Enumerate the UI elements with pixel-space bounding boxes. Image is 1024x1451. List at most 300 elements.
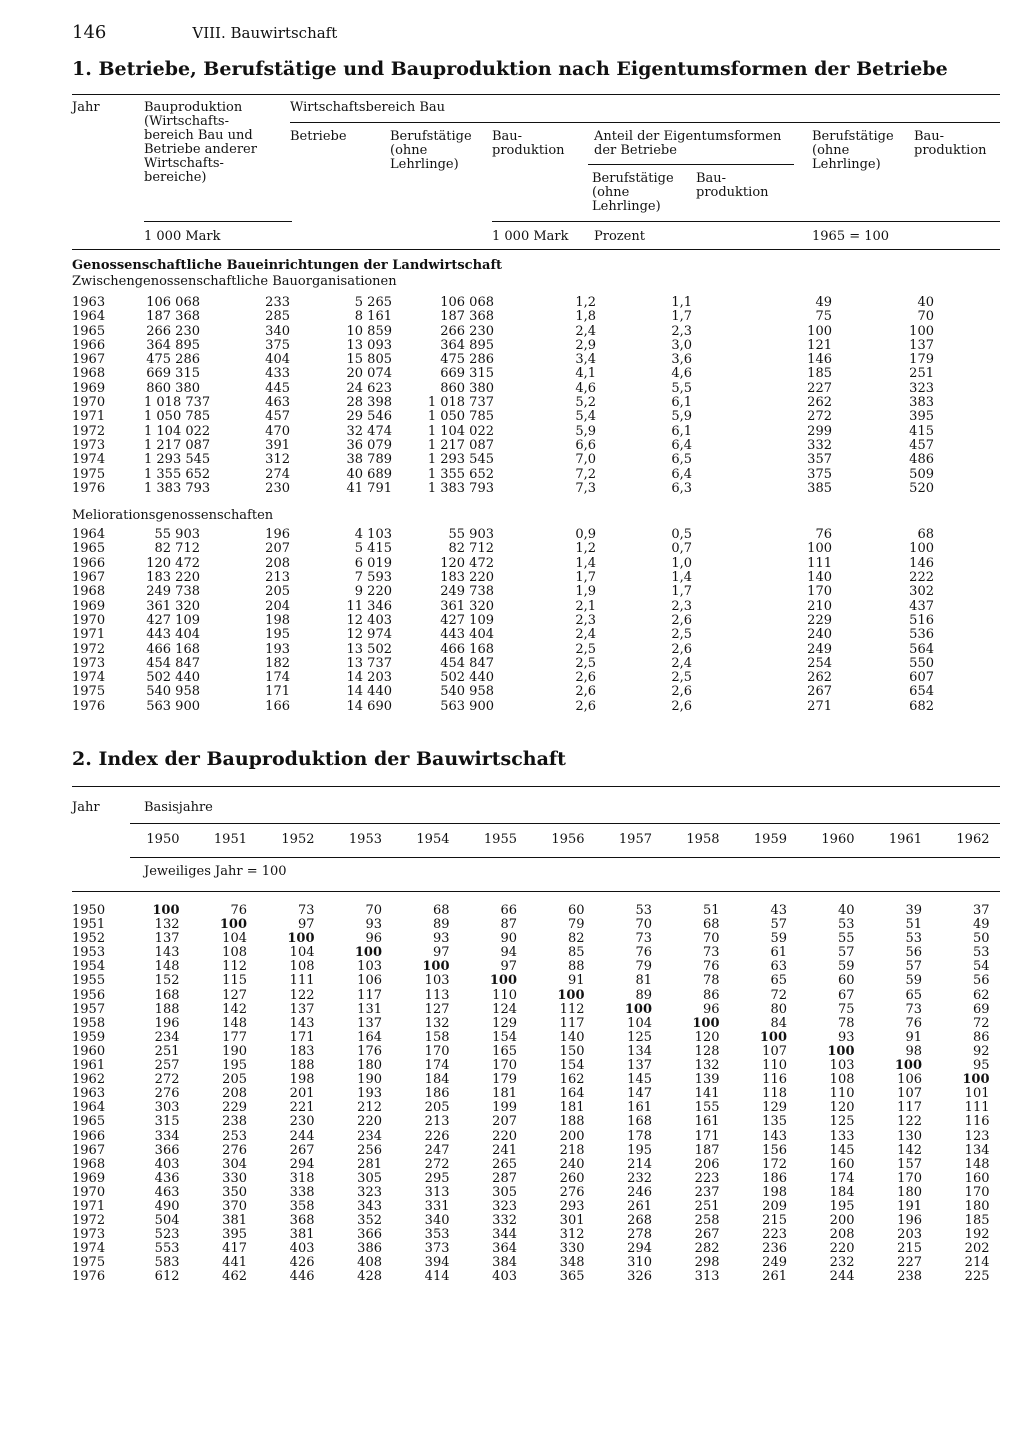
value-cell: 198 <box>265 612 290 628</box>
index-cell: 192 <box>964 1227 990 1243</box>
t2-row <box>72 960 990 974</box>
value-cell: 121 <box>807 337 832 353</box>
index-cell: 276 <box>154 1086 180 1102</box>
year-cell: 1973 <box>72 655 106 671</box>
index-cell: 247 <box>424 1142 450 1158</box>
year-cell: 1973 <box>72 437 106 453</box>
index-cell: 553 <box>154 1241 180 1257</box>
year-cell: 1965 <box>72 323 106 339</box>
index-cell: 174 <box>424 1058 450 1074</box>
year-cell: 1965 <box>72 541 106 557</box>
value-cell: 5,2 <box>575 395 596 411</box>
year-cell: 1972 <box>72 1213 106 1229</box>
value-cell: 1 050 785 <box>427 409 494 425</box>
index-cell: 232 <box>627 1170 652 1186</box>
year-cell: 1975 <box>72 684 106 700</box>
value-cell: 443 404 <box>146 627 200 643</box>
index-cell: 122 <box>897 1114 922 1130</box>
value-cell: 312 <box>265 452 290 468</box>
value-cell: 6 019 <box>354 555 392 571</box>
index-cell: 181 <box>559 1100 585 1116</box>
value-cell: 0,7 <box>671 541 692 557</box>
t2-base-year: 1959 <box>753 832 787 848</box>
value-cell: 171 <box>265 684 290 700</box>
index-cell: 246 <box>627 1184 652 1200</box>
running-header <box>72 22 1000 46</box>
value-cell: 13 502 <box>346 641 392 657</box>
value-cell: 2,4 <box>575 323 596 339</box>
index-cell: 134 <box>964 1142 990 1158</box>
value-cell: 2,4 <box>671 655 692 671</box>
index-cell: 161 <box>627 1100 652 1116</box>
value-cell: 415 <box>909 423 934 439</box>
year-cell: 1963 <box>72 1086 106 1102</box>
index-cell: 66 <box>500 903 517 919</box>
t2-col-jahr: Jahr <box>72 800 100 816</box>
value-cell: 375 <box>807 466 832 482</box>
value-cell: 14 690 <box>346 698 392 714</box>
index-cell: 123 <box>964 1128 990 1144</box>
index-cell: 143 <box>762 1128 787 1144</box>
year-cell: 1975 <box>72 1255 106 1271</box>
index-cell: 110 <box>762 1058 787 1074</box>
t1-section1-row <box>72 339 934 353</box>
index-cell: 142 <box>222 1001 247 1017</box>
index-cell: 238 <box>222 1114 247 1130</box>
index-cell: 141 <box>694 1086 720 1102</box>
index-cell: 140 <box>559 1029 585 1045</box>
t2-base-year: 1958 <box>686 832 720 848</box>
index-cell: 59 <box>770 931 787 947</box>
value-cell: 7 593 <box>354 570 392 586</box>
t2-row <box>72 1045 990 1059</box>
value-cell: 475 286 <box>440 352 494 368</box>
index-cell: 171 <box>289 1029 315 1045</box>
index-cell: 191 <box>897 1198 922 1214</box>
value-cell: 2,6 <box>671 698 692 714</box>
index-cell: 209 <box>762 1198 787 1214</box>
index-cell: 100 <box>219 917 247 933</box>
index-cell: 53 <box>972 945 990 961</box>
index-cell: 100 <box>287 931 315 947</box>
t2-base-year: 1960 <box>821 832 855 848</box>
value-cell: 49 <box>815 295 832 310</box>
index-cell: 57 <box>837 945 855 961</box>
year-cell: 1963 <box>72 295 106 310</box>
index-cell: 111 <box>964 1100 990 1116</box>
t2-row <box>72 1115 990 1129</box>
value-cell: 3,0 <box>671 337 692 353</box>
value-cell: 15 805 <box>346 352 392 368</box>
value-cell: 1 293 545 <box>144 452 211 468</box>
index-cell: 165 <box>492 1043 517 1059</box>
value-cell: 1 217 087 <box>427 437 494 453</box>
value-cell: 1,7 <box>671 309 692 325</box>
value-cell: 267 <box>807 684 832 700</box>
t1-section2-row <box>72 557 934 571</box>
value-cell: 195 <box>265 627 290 643</box>
value-cell: 68 <box>917 527 934 543</box>
t1-section2-row <box>72 600 934 614</box>
value-cell: 361 320 <box>146 598 200 614</box>
t1-section1-row <box>72 367 934 381</box>
value-cell: 174 <box>265 670 290 686</box>
t2-row <box>72 1059 990 1073</box>
value-cell: 76 <box>815 527 832 543</box>
index-cell: 261 <box>627 1198 652 1214</box>
index-cell: 340 <box>424 1213 450 1229</box>
value-cell: 2,5 <box>671 670 692 686</box>
value-cell: 6,4 <box>671 466 692 482</box>
value-cell: 100 <box>909 541 934 557</box>
index-cell: 272 <box>154 1072 180 1088</box>
index-cell: 65 <box>770 973 787 989</box>
value-cell: 564 <box>909 641 934 657</box>
value-cell: 0,9 <box>575 527 596 543</box>
index-cell: 370 <box>222 1198 247 1214</box>
index-cell: 80 <box>770 1001 787 1017</box>
value-cell: 193 <box>265 641 290 657</box>
index-cell: 523 <box>154 1227 180 1243</box>
index-cell: 100 <box>489 973 517 989</box>
index-cell: 403 <box>289 1241 315 1257</box>
t1-unit-index: 1965 = 100 <box>812 229 890 244</box>
value-cell: 654 <box>909 684 934 700</box>
index-cell: 43 <box>770 903 787 919</box>
index-cell: 100 <box>152 903 180 919</box>
value-cell: 2,3 <box>575 612 596 628</box>
index-cell: 229 <box>222 1100 247 1116</box>
year-cell: 1957 <box>72 1001 106 1017</box>
index-cell: 97 <box>500 959 517 975</box>
index-cell: 78 <box>837 1015 855 1031</box>
index-cell: 73 <box>905 1001 922 1017</box>
index-cell: 120 <box>694 1029 720 1045</box>
index-cell: 463 <box>154 1184 180 1200</box>
index-cell: 76 <box>635 945 652 961</box>
index-cell: 294 <box>289 1156 315 1172</box>
t2-base-year: 1952 <box>281 832 315 848</box>
index-cell: 186 <box>424 1086 450 1102</box>
index-cell: 176 <box>357 1043 382 1059</box>
t1-section2-row <box>72 700 934 714</box>
t1-section2-row <box>72 571 934 585</box>
value-cell: 254 <box>807 655 832 671</box>
value-cell: 7,0 <box>575 452 596 468</box>
index-cell: 268 <box>627 1213 652 1229</box>
index-cell: 72 <box>972 1015 990 1031</box>
value-cell: 1 383 793 <box>144 480 211 496</box>
t1-section1-row <box>72 325 934 339</box>
t1-section1-row <box>72 425 934 439</box>
index-cell: 129 <box>762 1100 787 1116</box>
year-cell: 1964 <box>72 527 106 543</box>
index-cell: 218 <box>559 1142 585 1158</box>
value-cell: 2,6 <box>575 684 596 700</box>
value-cell: 249 <box>807 641 832 657</box>
value-cell: 0,5 <box>671 527 692 543</box>
index-cell: 207 <box>492 1114 517 1130</box>
year-cell: 1962 <box>72 1072 106 1088</box>
index-cell: 301 <box>559 1213 585 1229</box>
value-cell: 229 <box>807 612 832 628</box>
value-cell: 1,0 <box>671 555 692 571</box>
t1-col-betriebe: Betriebe <box>290 129 347 144</box>
index-cell: 358 <box>289 1198 315 1214</box>
value-cell: 6,1 <box>671 395 692 411</box>
index-cell: 366 <box>357 1227 382 1243</box>
index-cell: 226 <box>424 1128 450 1144</box>
index-cell: 232 <box>829 1255 855 1271</box>
index-cell: 103 <box>357 959 382 975</box>
year-cell: 1975 <box>72 466 106 482</box>
value-cell: 5 265 <box>354 295 392 310</box>
value-cell: 182 <box>265 655 290 671</box>
value-cell: 2,4 <box>575 627 596 643</box>
t1-section2-table <box>72 528 934 714</box>
index-cell: 180 <box>357 1058 382 1074</box>
value-cell: 106 068 <box>146 295 200 310</box>
index-cell: 215 <box>762 1213 787 1229</box>
index-cell: 116 <box>964 1114 990 1130</box>
index-cell: 49 <box>972 917 990 933</box>
t1-section1-row <box>72 296 934 310</box>
year-cell: 1964 <box>72 1100 106 1116</box>
t1-col-berufstaetige: Berufstätige (ohne Lehrlinge) <box>390 129 472 172</box>
index-cell: 127 <box>424 1001 450 1017</box>
index-cell: 100 <box>422 959 450 975</box>
year-cell: 1958 <box>72 1015 106 1031</box>
t1-section2-row <box>72 614 934 628</box>
index-cell: 178 <box>627 1128 652 1144</box>
index-cell: 93 <box>432 931 450 947</box>
value-cell: 100 <box>807 323 832 339</box>
index-cell: 170 <box>897 1170 922 1186</box>
year-cell: 1972 <box>72 423 106 439</box>
index-cell: 168 <box>627 1114 652 1130</box>
index-cell: 97 <box>297 917 315 933</box>
year-cell: 1966 <box>72 337 106 353</box>
year-cell: 1969 <box>72 598 106 614</box>
value-cell: 70 <box>917 309 934 325</box>
value-cell: 40 689 <box>346 466 392 482</box>
index-cell: 504 <box>154 1213 180 1229</box>
index-cell: 51 <box>702 903 720 919</box>
value-cell: 170 <box>807 584 832 600</box>
t2-row <box>72 1073 990 1087</box>
value-cell: 540 958 <box>440 684 494 700</box>
index-cell: 79 <box>567 917 585 933</box>
year-cell: 1968 <box>72 366 106 382</box>
index-cell: 174 <box>829 1170 855 1186</box>
index-cell: 68 <box>702 917 720 933</box>
value-cell: 20 074 <box>346 366 392 382</box>
value-cell: 213 <box>265 570 290 586</box>
index-cell: 170 <box>424 1043 450 1059</box>
year-cell: 1954 <box>72 959 106 975</box>
index-cell: 403 <box>492 1269 517 1285</box>
value-cell: 361 320 <box>440 598 494 614</box>
index-cell: 73 <box>702 945 720 961</box>
index-cell: 53 <box>905 931 922 947</box>
t1-unit-mark-2: 1 000 Mark <box>492 229 569 244</box>
year-cell: 1974 <box>72 452 106 468</box>
value-cell: 1 104 022 <box>427 423 494 439</box>
t1-unit-mark-1: 1 000 Mark <box>144 229 221 244</box>
t1-section1-row <box>72 453 934 467</box>
index-cell: 272 <box>424 1156 450 1172</box>
index-cell: 100 <box>624 1001 652 1017</box>
index-cell: 137 <box>357 1015 382 1031</box>
value-cell: 2,6 <box>575 670 596 686</box>
index-cell: 312 <box>559 1227 585 1243</box>
index-cell: 116 <box>762 1072 787 1088</box>
value-cell: 205 <box>265 584 290 600</box>
value-cell: 357 <box>807 452 832 468</box>
index-cell: 100 <box>557 987 585 1003</box>
index-cell: 76 <box>702 959 720 975</box>
year-cell: 1969 <box>72 380 106 396</box>
t1-section1-subtitle: Zwischengenossenschaftliche Bauorganisationen <box>72 274 397 289</box>
index-cell: 132 <box>694 1058 720 1074</box>
index-cell: 278 <box>627 1227 652 1243</box>
value-cell: 860 380 <box>440 380 494 396</box>
t2-table <box>72 904 990 1285</box>
value-cell: 4,6 <box>671 366 692 382</box>
value-cell: 120 472 <box>146 555 200 571</box>
index-cell: 293 <box>559 1198 585 1214</box>
index-cell: 221 <box>289 1100 315 1116</box>
index-cell: 124 <box>492 1001 517 1017</box>
index-cell: 353 <box>424 1227 450 1243</box>
index-cell: 414 <box>424 1269 450 1285</box>
index-cell: 265 <box>492 1156 517 1172</box>
index-cell: 241 <box>492 1142 517 1158</box>
value-cell: 5,9 <box>575 423 596 439</box>
index-cell: 177 <box>222 1029 247 1045</box>
index-cell: 96 <box>702 1001 720 1017</box>
t1-section2-row <box>72 643 934 657</box>
t2-row <box>72 1017 990 1031</box>
value-cell: 4 103 <box>354 527 392 543</box>
index-cell: 381 <box>222 1213 247 1229</box>
index-cell: 208 <box>222 1086 247 1102</box>
index-cell: 184 <box>424 1072 450 1088</box>
t2-base-year: 1954 <box>416 832 450 848</box>
year-cell: 1971 <box>72 1198 106 1214</box>
value-cell: 443 404 <box>440 627 494 643</box>
index-cell: 155 <box>694 1100 720 1116</box>
value-cell: 29 546 <box>346 409 392 425</box>
index-cell: 198 <box>289 1072 315 1088</box>
t1-section2-title: Meliorationsgenossenschaften <box>72 508 274 524</box>
index-cell: 193 <box>357 1086 382 1102</box>
index-cell: 154 <box>559 1058 585 1074</box>
value-cell: 1,4 <box>671 570 692 586</box>
index-cell: 186 <box>762 1170 787 1186</box>
value-cell: 75 <box>815 309 832 325</box>
value-cell: 364 895 <box>146 337 200 353</box>
index-cell: 199 <box>492 1100 517 1116</box>
index-cell: 417 <box>222 1241 247 1257</box>
index-cell: 51 <box>905 917 922 933</box>
value-cell: 41 791 <box>346 480 392 496</box>
value-cell: 208 <box>265 555 290 571</box>
index-cell: 188 <box>289 1058 315 1074</box>
index-cell: 122 <box>289 987 315 1003</box>
value-cell: 179 <box>909 352 934 368</box>
value-cell: 111 <box>807 555 832 571</box>
index-cell: 117 <box>897 1100 922 1116</box>
index-cell: 304 <box>222 1156 247 1172</box>
year-cell: 1976 <box>72 698 106 714</box>
index-cell: 462 <box>222 1269 247 1285</box>
index-cell: 76 <box>230 903 247 919</box>
value-cell: 14 203 <box>346 670 392 686</box>
value-cell: 536 <box>909 627 934 643</box>
value-cell: 196 <box>265 527 290 543</box>
index-cell: 282 <box>694 1241 720 1257</box>
t1-section2-row <box>72 585 934 599</box>
value-cell: 427 109 <box>440 612 494 628</box>
year-cell: 1966 <box>72 1128 106 1144</box>
value-cell: 187 368 <box>146 309 200 325</box>
index-cell: 331 <box>424 1198 450 1214</box>
index-cell: 267 <box>289 1142 315 1158</box>
index-cell: 54 <box>972 959 990 975</box>
index-cell: 223 <box>762 1227 787 1243</box>
t2-row <box>72 1200 990 1214</box>
value-cell: 13 737 <box>346 655 392 671</box>
value-cell: 13 093 <box>346 337 392 353</box>
value-cell: 82 712 <box>154 541 200 557</box>
index-cell: 426 <box>289 1255 315 1271</box>
value-cell: 427 109 <box>146 612 200 628</box>
index-cell: 57 <box>770 917 787 933</box>
value-cell: 262 <box>807 670 832 686</box>
index-cell: 137 <box>154 931 180 947</box>
index-cell: 348 <box>559 1255 585 1271</box>
index-cell: 143 <box>289 1015 315 1031</box>
value-cell: 204 <box>265 598 290 614</box>
t2-base-year: 1961 <box>888 832 922 848</box>
index-cell: 145 <box>627 1072 652 1088</box>
year-cell: 1967 <box>72 352 106 368</box>
year-cell: 1971 <box>72 627 106 643</box>
index-cell: 298 <box>694 1255 720 1271</box>
value-cell: 40 <box>917 295 934 310</box>
year-cell: 1955 <box>72 973 106 989</box>
value-cell: 183 220 <box>440 570 494 586</box>
index-cell: 56 <box>905 945 922 961</box>
t2-row <box>72 1144 990 1158</box>
index-cell: 334 <box>154 1128 180 1144</box>
t2-base-year: 1957 <box>618 832 652 848</box>
value-cell: 146 <box>807 352 832 368</box>
t1-unit-prozent: Prozent <box>594 229 645 244</box>
t1-section1-row <box>72 439 934 453</box>
index-cell: 106 <box>357 973 382 989</box>
index-cell: 63 <box>770 959 787 975</box>
index-cell: 86 <box>972 1029 990 1045</box>
index-cell: 170 <box>964 1184 990 1200</box>
t1-section2-row <box>72 685 934 699</box>
index-cell: 107 <box>762 1043 787 1059</box>
value-cell: 140 <box>807 570 832 586</box>
value-cell: 2,9 <box>575 337 596 353</box>
index-cell: 133 <box>829 1128 855 1144</box>
index-cell: 39 <box>905 903 922 919</box>
